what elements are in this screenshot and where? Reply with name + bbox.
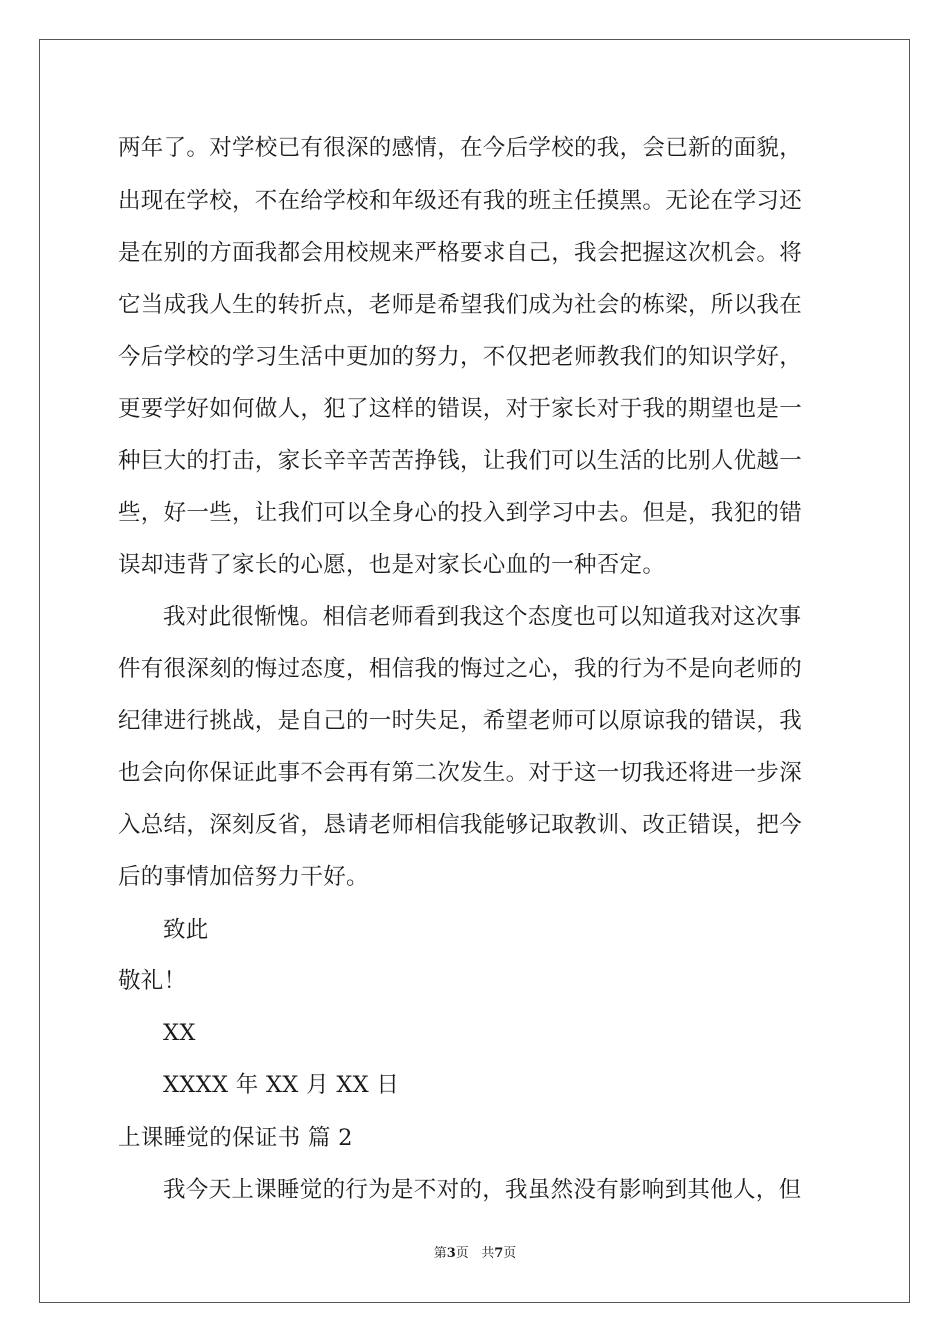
total-prefix: 共 (481, 1246, 495, 1261)
total-suffix: 页 (503, 1246, 517, 1261)
text-line: 误却违背了家长的心愿，也是对家长心血的一种否定。 (118, 552, 666, 578)
text-line: 也会向你保证此事不会再有第二次发生。对于这一切我还将进一步深 (118, 760, 803, 786)
section-heading: 上课睡觉的保证书 篇 2 (118, 1125, 353, 1151)
page-prefix: 第 (433, 1246, 447, 1261)
page-suffix: 页 (455, 1246, 469, 1261)
paragraph-first-line: 我今天上课睡觉的行为是不对的，我虽然没有影响到其他人，但 (163, 1177, 802, 1203)
text-line: 更要学好如何做人，犯了这样的错误，对于家长对于我的期望也是一 (118, 396, 803, 422)
total-pages: 7 (494, 1246, 504, 1261)
paragraph-first-line: 我对此很惭愧。相信老师看到我这个态度也可以知道我对这次事 (163, 604, 802, 630)
signature-name: XX (163, 1020, 196, 1046)
text-line: 后的事情加倍努力干好。 (118, 864, 369, 890)
text-line: 今后学校的学习生活中更加的努力，不仅把老师教我们的知识学好， (118, 344, 803, 370)
page-footer (0, 1245, 950, 1263)
text-line: 些，好一些，让我们可以全身心的投入到学习中去。但是，我犯的错 (118, 500, 803, 526)
text-line: 件有很深刻的悔过态度，相信我的悔过之心，我的行为不是向老师的 (118, 656, 803, 682)
text-line: 它当成我人生的转折点，老师是希望我们成为社会的栋梁，所以我在 (118, 292, 803, 318)
signature-date: XXXX 年 XX 月 XX 日 (163, 1072, 400, 1098)
closing-phrase: 致此 (163, 917, 209, 943)
text-line: 种巨大的打击，家长辛辛苦苦挣钱，让我们可以生活的比别人优越一 (118, 448, 803, 474)
text-line: 出现在学校，不在给学校和年级还有我的班主任摸黑。无论在学习还 (118, 188, 803, 214)
text-line: 两年了。对学校已有很深的感情，在今后学校的我，会已新的面貌， (118, 135, 803, 161)
text-line: 是在别的方面我都会用校规来严格要求自己，我会把握这次机会。将 (118, 240, 803, 266)
text-line: 入总结，深刻反省，恳请老师相信我能够记取教训、改正错误，把今 (118, 812, 803, 838)
text-line: 纪律进行挑战，是自己的一时失足，希望老师可以原谅我的错误，我 (118, 708, 803, 734)
salutation: 敬礼！ (118, 968, 187, 994)
page-number: 3 (446, 1246, 456, 1261)
